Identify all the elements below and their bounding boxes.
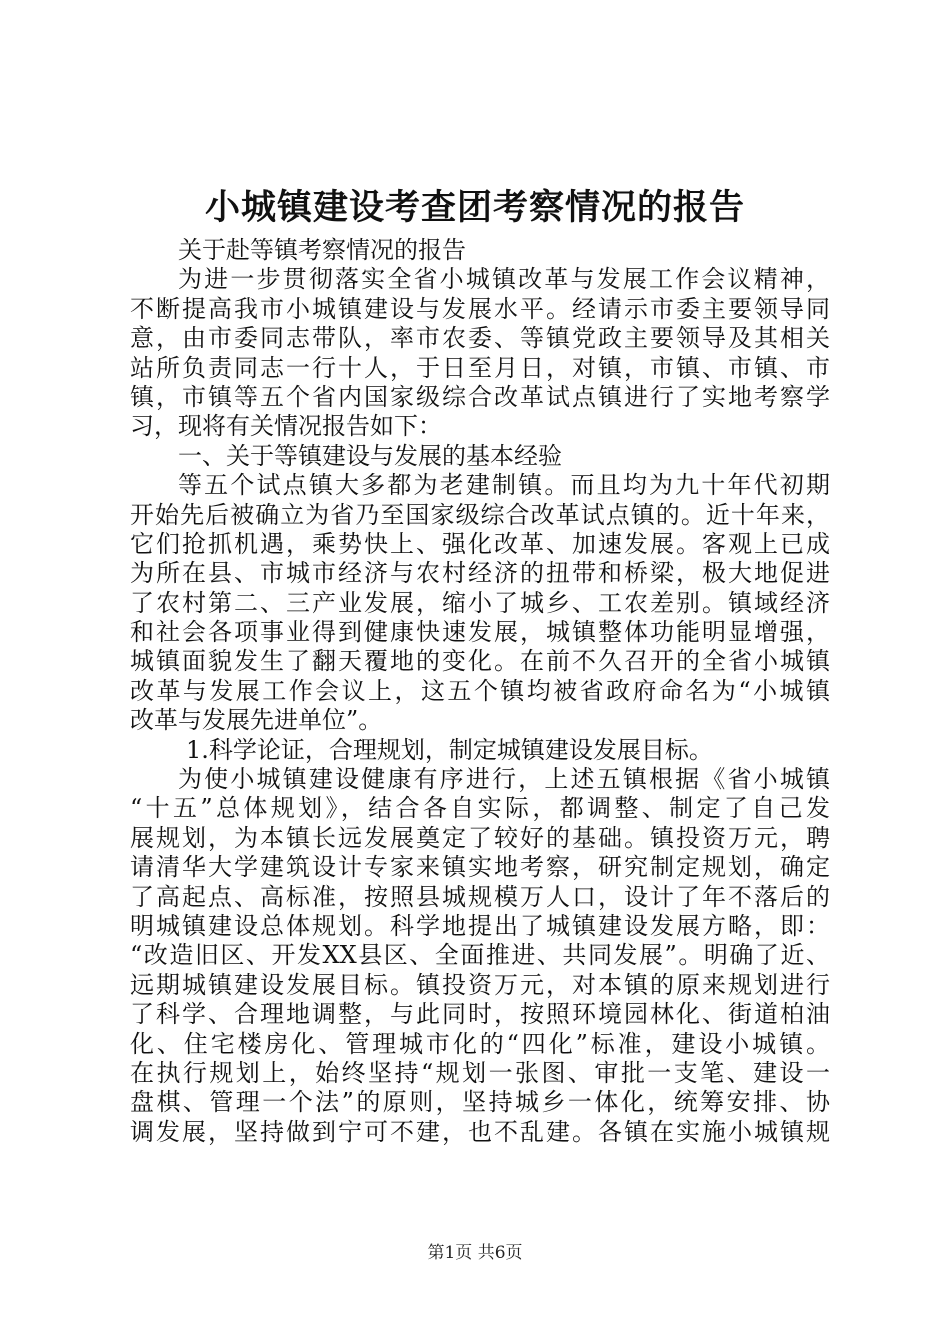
paragraph-line: 城镇面貌发生了翻天覆地的变化。在前不久召开的全省小城镇 <box>130 647 830 676</box>
document-body <box>130 236 830 1147</box>
paragraph-line: 改革与发展先进单位”。 <box>130 706 383 735</box>
paragraph-line: 展规划，为本镇长远发展奠定了较好的基础。镇投资万元，聘 <box>130 823 830 852</box>
paragraph-line: 站所负责同志一行十人，于日至月日，对镇，市镇、市镇、市 <box>130 353 830 382</box>
paragraph-line: 为进一步贯彻落实全省小城镇改革与发展工作会议精神， <box>178 265 830 294</box>
subtitle-line: 关于赴等镇考察情况的报告 <box>178 236 466 264</box>
paragraph-line: 远期城镇建设发展目标。镇投资万元，对本镇的原来规划进行 <box>130 970 830 999</box>
paragraph-line: 等五个试点镇大多都为老建制镇。而且均为九十年代初期 <box>178 471 830 500</box>
paragraph-line: 改革与发展工作会议上，这五个镇均被省政府命名为“小城镇 <box>130 676 830 705</box>
subsection-heading: 1.科学论证，合理规划，制定城镇建设发展目标。 <box>186 735 713 764</box>
paragraph-line: 意，由市委同志带队，率市农委、等镇党政主要领导及其相关 <box>130 324 830 353</box>
paragraph-line: 它们抢抓机遇，乘势快上、强化改革、加速发展。客观上已成 <box>130 529 830 558</box>
paragraph-line: 盘棋、管理一个法”的原则，坚持城乡一体化，统筹安排、协 <box>130 1088 830 1117</box>
paragraph-line: 了农村第二、三产业发展，缩小了城乡、工农差别。镇域经济 <box>130 588 830 617</box>
paragraph-line: 了科学、合理地调整，与此同时，按照环境园林化、街道柏油 <box>130 1000 830 1029</box>
paragraph-line: 为使小城镇建设健康有序进行，上述五镇根据《省小城镇 <box>178 765 830 794</box>
section-heading: 一、关于等镇建设与发展的基本经验 <box>178 441 562 470</box>
paragraph-line: 镇，市镇等五个省内国家级综合改革试点镇进行了实地考察学 <box>130 382 830 411</box>
paragraph-line: 在执行规划上，始终坚持“规划一张图、审批一支笔、建设一 <box>130 1058 830 1087</box>
paragraph-line: 习，现将有关情况报告如下： <box>130 412 442 441</box>
paragraph-line: “十五”总体规划》，结合各自实际，都调整、制定了自己发 <box>130 794 830 823</box>
paragraph-line: 开始先后被确立为省乃至国家级综合改革试点镇的。近十年来， <box>130 500 830 529</box>
paragraph-line: 和社会各项事业得到健康快速发展，城镇整体功能明显增强， <box>130 618 830 647</box>
paragraph-line: 为所在县、市城市经济与农村经济的扭带和桥梁，极大地促进 <box>130 559 830 588</box>
paragraph-line: 化、住宅楼房化、管理城市化的“四化”标准，建设小城镇。 <box>130 1029 830 1058</box>
document-title: 小城镇建设考查团考察情况的报告 <box>204 187 745 228</box>
paragraph-line: 调发展，坚持做到宁可不建，也不乱建。各镇在实施小城镇规 <box>130 1117 830 1146</box>
page-number-footer: 第1页 共6页 <box>427 1243 523 1263</box>
paragraph-line: 请清华大学建筑设计专家来镇实地考察，研究制定规划，确定 <box>130 853 830 882</box>
paragraph-line: 不断提高我市小城镇建设与发展水平。经请示市委主要领导同 <box>130 294 830 323</box>
paragraph-line: 了高起点、高标准，按照县城规模万人口，设计了年不落后的 <box>130 882 830 911</box>
paragraph-line: 明城镇建设总体规划。科学地提出了城镇建设发展方略，即： <box>130 911 830 940</box>
paragraph-line: “改造旧区、开发XX县区、全面推进、共同发展”。明确了近、 <box>130 941 830 970</box>
